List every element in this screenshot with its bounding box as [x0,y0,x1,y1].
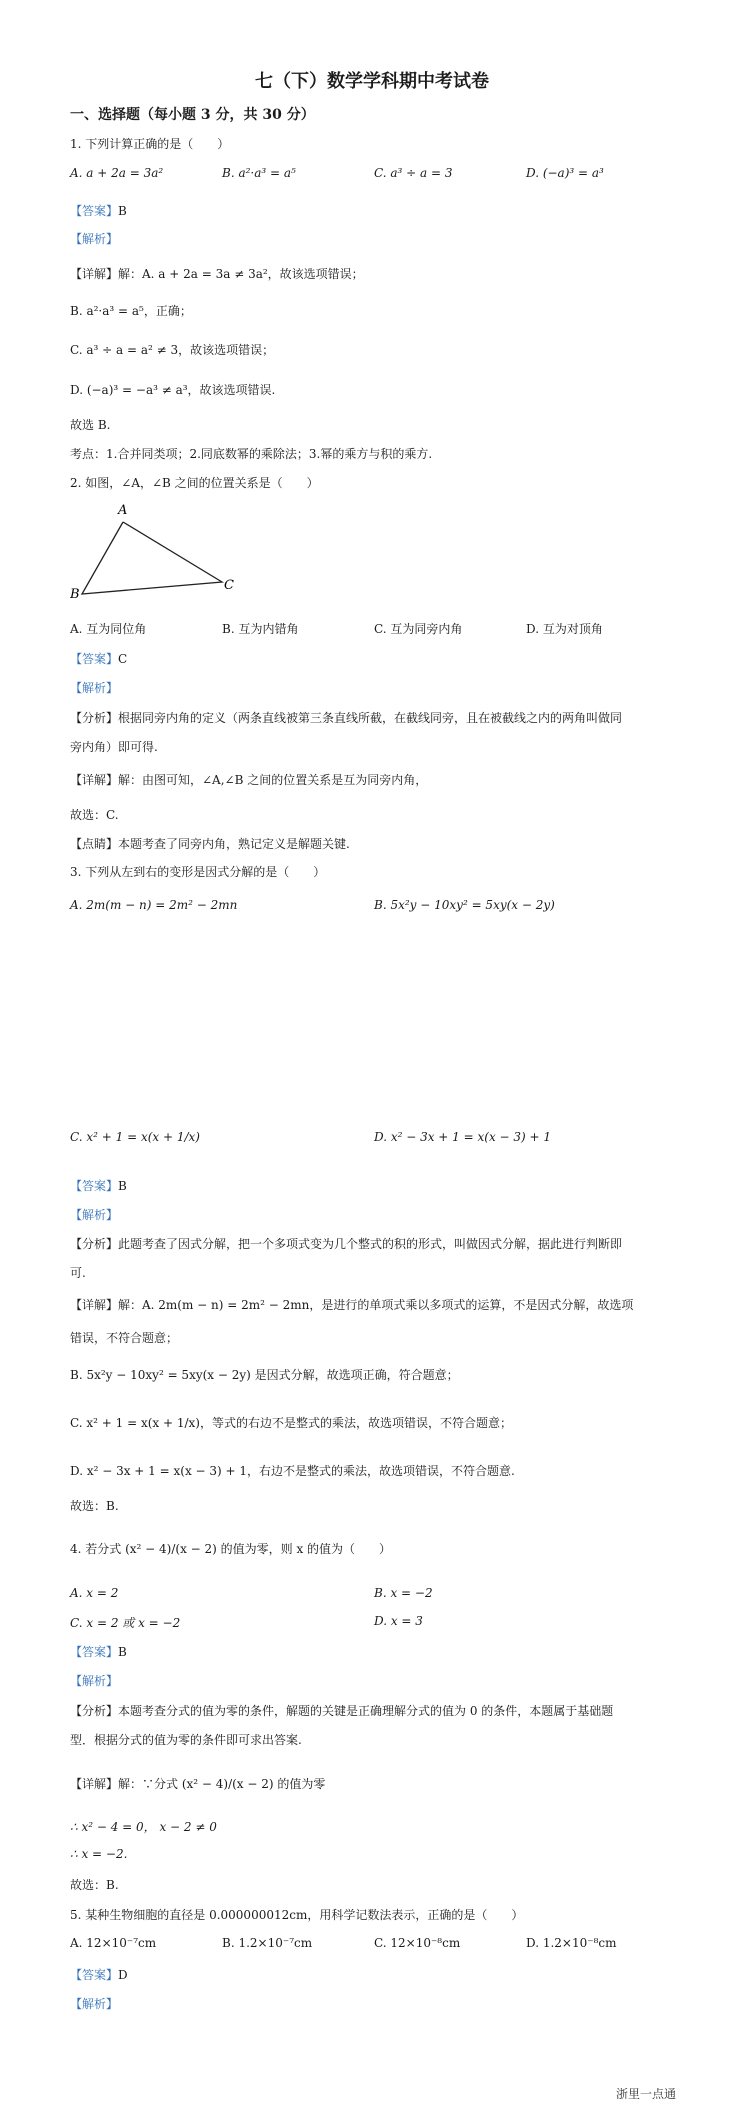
q2-fenxi-line-2: 旁内角）即可得. [70,740,158,754]
q4-answer [70,1643,127,1660]
q4-fenxi-line-1: 【分析】本题考查分式的值为零的条件，解题的关键是正确理解分式的值为 0 的条件，本题属于基础题 [70,1704,614,1718]
q1-conclusion: 故选 B. [70,418,111,432]
q1-option-b: B. a²·a³ = a⁵ [222,166,296,180]
q1-detail-c: C. a³ ÷ a = a² ≠ 3，故该选项错误； [70,343,275,357]
footer-watermark: 浙里一点通 [615,2087,676,2101]
q3-detail-b: B. 5x²y − 10xy² = 5xy(x − 2y) 是因式分解，故选项正确，符合题意； [70,1368,459,1382]
q5-option-d: D. 1.2×10⁻⁸cm [526,1936,617,1950]
answer-tag: 【答案】 [70,652,119,666]
q3-option-a: A. 2m(m − n) = 2m² − 2mn [70,898,238,912]
q3-option-b: B. 5x²y − 10xy² = 5xy(x − 2y) [374,898,555,912]
section-heading: 一、选择题（每小题 3 分，共 30 分） [70,107,315,123]
question-3-stem: 3. 下列从左到右的变形是因式分解的是（ ） [70,865,326,879]
q2-analysis-tag: 【解析】 [70,681,119,695]
answer-tag: 【答案】 [70,1968,119,1982]
q3-detail-a-1: 【详解】解：A. 2m(m − n) = 2m² − 2mn，是进行的单项式乘以多项式的运算，不是因式分解，故选项 [70,1298,634,1312]
q2-answer-value: C [118,652,128,666]
q1-detail-d: D. (−a)³ = −a³ ≠ a³，故该选项错误. [70,383,276,397]
answer-tag: 【答案】 [70,1645,119,1659]
answer-tag: 【答案】 [70,204,119,218]
q5-answer [70,1966,128,1983]
q3-fenxi-line-1: 【分析】此题考查了因式分解，把一个多项式变为几个整式的积的形式，叫做因式分解，据此进行判断即 [70,1237,623,1251]
question-5-stem: 5. 某种生物细胞的直径是 0.000000012cm，用科学记数法表示，正确的是（ ） [70,1908,524,1922]
vertex-label-c: C [224,578,234,593]
q1-answer-value: B [118,204,127,218]
q2-option-a: A. 互为同位角 [70,622,147,636]
q4-fenxi-line-2: 型．根据分式的值为零的条件即可求出答案. [70,1733,302,1747]
q2-answer [70,650,127,667]
q1-analysis-tag: 【解析】 [70,232,119,246]
q1-option-a: A. a + 2a = 3a² [70,166,164,180]
triangle-shape [82,522,222,594]
q4-analysis-tag: 【解析】 [70,1674,119,1688]
q3-option-d: D. x² − 3x + 1 = x(x − 3) + 1 [374,1130,552,1144]
vertex-label-a: A [118,503,128,518]
q4-conclusion: 故选：B. [70,1878,119,1892]
q1-points: 考点：1.合并同类项；2.同底数幂的乘除法；3.幂的乘方与积的乘方. [70,447,433,461]
q1-option-c: C. a³ ÷ a = 3 [374,166,453,180]
q1-answer [70,202,127,219]
q4-option-d: D. x = 3 [374,1614,423,1628]
q2-detail: 【详解】解：由图可知，∠A,∠B 之间的位置关系是互为同旁内角， [70,773,428,787]
q5-option-a: A. 12×10⁻⁷cm [70,1936,157,1950]
q3-answer-value: B [118,1179,127,1193]
triangle-figure [70,496,250,606]
question-1-stem: 1. 下列计算正确的是（ ） [70,137,230,151]
q2-option-d: D. 互为对顶角 [526,622,603,636]
q3-option-c: C. x² + 1 = x(x + 1/x) [70,1130,200,1144]
q3-answer [70,1177,127,1194]
q3-detail-c: C. x² + 1 = x(x + 1/x)，等式的右边不是整式的乘法，故选项错误，不符合题意； [70,1416,512,1430]
q3-fenxi-line-2: 可. [70,1266,86,1280]
q5-option-b: B. 1.2×10⁻⁷cm [222,1936,313,1950]
q4-option-c: C. x = 2 或 x = −2 [70,1616,181,1630]
q2-dianjing: 【点睛】本题考查了同旁内角，熟记定义是解题关键. [70,837,350,851]
q2-option-c: C. 互为同旁内角 [374,622,463,636]
q3-detail-a-2: 错误，不符合题意； [70,1331,179,1345]
q4-answer-value: B [118,1645,127,1659]
q5-option-c: C. 12×10⁻⁸cm [374,1936,461,1950]
q1-detail-a: 【详解】解：A. a + 2a = 3a ≠ 3a²，故该选项错误； [70,267,364,281]
q3-analysis-tag: 【解析】 [70,1208,119,1222]
q5-answer-value: D [118,1968,128,1982]
answer-tag: 【答案】 [70,1179,119,1193]
q4-detail: 【详解】解：∵分式 (x² − 4)/(x − 2) 的值为零 [70,1777,326,1791]
page-title: 七（下）数学学科期中考试卷 [255,71,489,92]
q1-option-d: D. (−a)³ = a³ [526,166,604,180]
q2-fenxi-line-1: 【分析】根据同旁内角的定义（两条直线被第三条直线所截，在截线同旁，且在被截线之内的两角叫做同 [70,711,623,725]
q1-detail-b: B. a²·a³ = a⁵，正确； [70,304,192,318]
q5-analysis-tag: 【解析】 [70,1997,119,2011]
question-2-stem: 2. 如图，∠A，∠B 之间的位置关系是（ ） [70,476,319,490]
q2-conclusion: 故选：C. [70,808,119,822]
q4-step-2: ∴ x = −2. [70,1847,128,1861]
q4-option-a: A. x = 2 [70,1586,119,1600]
question-4-stem: 4. 若分式 (x² − 4)/(x − 2) 的值为零，则 x 的值为（ ） [70,1542,392,1556]
q3-detail-d: D. x² − 3x + 1 = x(x − 3) + 1，右边不是整式的乘法，故选项错误，不符合题意. [70,1464,515,1478]
q4-option-b: B. x = −2 [374,1586,433,1600]
vertex-label-b: B [70,587,80,602]
q4-step-1: ∴ x² − 4 = 0， x − 2 ≠ 0 [70,1820,217,1834]
q2-option-b: B. 互为内错角 [222,622,299,636]
q3-conclusion: 故选：B. [70,1499,119,1513]
